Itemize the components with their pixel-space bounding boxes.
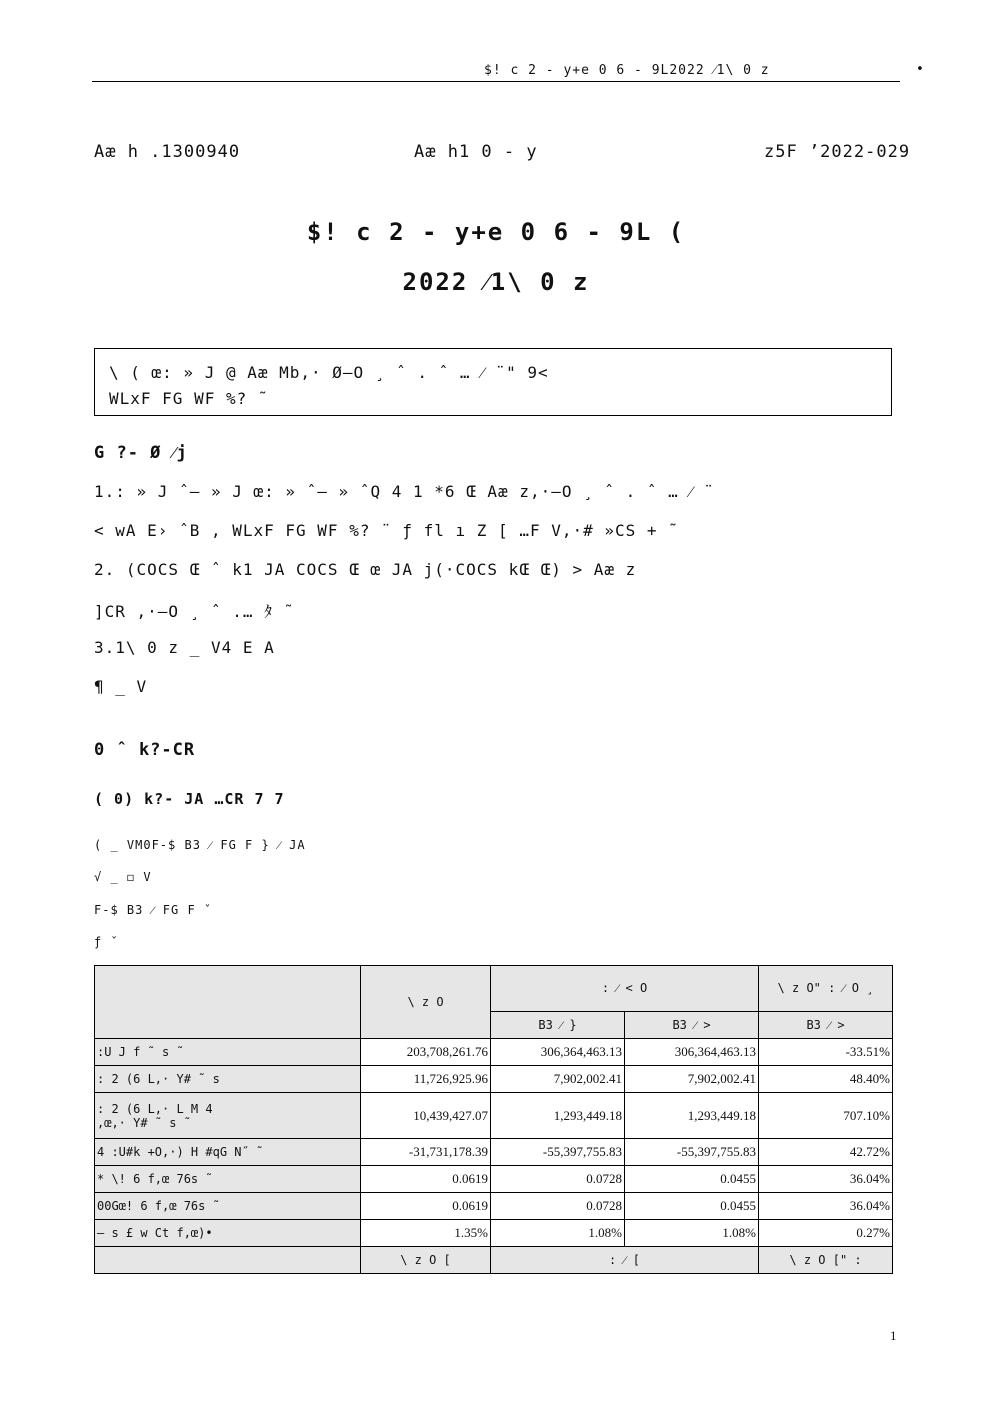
cell-current: 1.35% <box>361 1220 491 1247</box>
cell-current: 10,439,427.07 <box>361 1093 491 1139</box>
cell-yoy: 42.72% <box>759 1139 893 1166</box>
cell-prior-before: -55,397,755.83 <box>491 1139 625 1166</box>
cell-prior-before: 7,902,002.41 <box>491 1066 625 1093</box>
cell-prior-after: 7,902,002.41 <box>625 1066 759 1093</box>
section-heading: G ?- Ø ⁄j <box>94 443 188 463</box>
footer-yoy: \ z O [" : <box>759 1247 893 1274</box>
paragraph-line: 3.1\ 0 z _ V4 E A <box>94 638 275 657</box>
section-heading: 0 ˆ k?-CR <box>94 740 196 760</box>
cell-yoy: 0.27% <box>759 1220 893 1247</box>
footer-prior: : ⁄ [ <box>491 1247 759 1274</box>
running-header: $! c 2 - y+e 0 6 - 9L2022 ⁄1\ 0 z <box>484 63 770 78</box>
cell-prior-before: 306,364,463.13 <box>491 1039 625 1066</box>
cell-yoy: 36.04% <box>759 1193 893 1220</box>
note-line: F-$ B3 ⁄ FG F ˇ <box>94 903 213 917</box>
paragraph-line: ¶ _ V <box>94 677 148 696</box>
row-label: : 2 (6 L,· Y# ˜ s <box>95 1066 361 1093</box>
paragraph-line: 1.: » J ˆ– » J œ: » ˆ– » ˆQ 4 1 *6 Œ Aæ z,·–O ¸ ˆ . ˆ … ⁄ ¨ <box>94 482 715 501</box>
announcement-number: z5F ’2022-029 <box>764 142 911 162</box>
table-header-blank <box>95 966 361 1039</box>
document-title: $! c 2 - y+e 0 6 - 9L ( <box>306 218 686 246</box>
stock-short-name: Aæ h1 0 - y <box>414 142 538 162</box>
financial-data-table <box>94 965 893 1274</box>
table-row <box>95 1066 893 1093</box>
cell-current: -31,731,178.39 <box>361 1139 491 1166</box>
row-label: * \! 6 f,œ 76s ˜ <box>95 1166 361 1193</box>
col-yoy-change: \ z O" : ⁄ O ¸ <box>759 966 893 1012</box>
row-label: – s £ w Ct f,œ)• <box>95 1220 361 1247</box>
col-prior-before: B3 ⁄ } <box>491 1012 625 1039</box>
table-row <box>95 1166 893 1193</box>
cell-yoy: 707.10% <box>759 1093 893 1139</box>
row-label-line: : 2 (6 L,· L M 4 <box>97 1101 213 1116</box>
cell-prior-after: -55,397,755.83 <box>625 1139 759 1166</box>
table-row <box>95 1039 893 1066</box>
col-prior-after: B3 ⁄ > <box>625 1012 759 1039</box>
stock-code: Aæ h .1300940 <box>94 142 241 162</box>
cell-prior-before: 0.0728 <box>491 1166 625 1193</box>
cell-prior-before: 1,293,449.18 <box>491 1093 625 1139</box>
row-label <box>95 1093 361 1139</box>
cell-current: 0.0619 <box>361 1166 491 1193</box>
cell-prior-before: 1.08% <box>491 1220 625 1247</box>
table-row <box>95 1193 893 1220</box>
note-line: √ _ ◻ V <box>94 870 152 884</box>
cell-prior-after: 0.0455 <box>625 1193 759 1220</box>
header-bullet: • <box>916 62 924 77</box>
footer-current: \ z O [ <box>361 1247 491 1274</box>
col-current-period: \ z O <box>361 966 491 1039</box>
page-number: 1 <box>890 1328 897 1343</box>
footer-blank <box>95 1247 361 1274</box>
cell-prior-after: 1,293,449.18 <box>625 1093 759 1139</box>
table-row <box>95 1220 893 1247</box>
header-rule <box>92 81 900 82</box>
paragraph-line: 2. (COCS Œ ˆ k1 JA COCS Œ œ JA j(·COCS kŒ Œ) > Aæ z <box>94 560 637 579</box>
row-label-line: ,œ,· Y# ˜ s ˜ <box>97 1115 191 1130</box>
table-row <box>95 1093 893 1139</box>
cell-prior-after: 1.08% <box>625 1220 759 1247</box>
disclaimer-line: \ ( œ: » J @ Aæ Mb,· Ø–O ¸ ˆ . ˆ … ⁄ ¨" 9< <box>109 363 549 382</box>
disclaimer-line: WLxF FG WF %? ˜ <box>109 389 269 408</box>
paragraph-line: ]CR ,·–O ¸ ˆ .… ﾀ ˜ <box>94 602 295 621</box>
cell-yoy: -33.51% <box>759 1039 893 1066</box>
paragraph-line: < wA E› ˆB , WLxF FG WF %? ¨ ƒ fl ı Z [ …F V,·# »CS + ˜ <box>94 521 679 540</box>
row-label: 4 :U#k +O,·) H #qG N˝ ˜ <box>95 1139 361 1166</box>
row-label: :U J f ˜ s ˜ <box>95 1039 361 1066</box>
note-line: ƒ ˇ <box>94 935 119 949</box>
table-footer-row <box>95 1247 893 1274</box>
disclaimer-box <box>94 348 892 416</box>
cell-current: 11,726,925.96 <box>361 1066 491 1093</box>
cell-prior-after: 306,364,463.13 <box>625 1039 759 1066</box>
col-prior-period-group: : ⁄ < O <box>491 966 759 1012</box>
cell-prior-after: 0.0455 <box>625 1166 759 1193</box>
cell-current: 203,708,261.76 <box>361 1039 491 1066</box>
cell-prior-before: 0.0728 <box>491 1193 625 1220</box>
cell-current: 0.0619 <box>361 1193 491 1220</box>
document-title-line2: 2022 ⁄1\ 0 z <box>402 268 590 296</box>
cell-yoy: 48.40% <box>759 1066 893 1093</box>
table-row <box>95 1139 893 1166</box>
row-label: 00Gœ! 6 f,œ 76s ˜ <box>95 1193 361 1220</box>
note-line: ( _ VM0F-$ B3 ⁄ FG F } ⁄ JA <box>94 838 306 852</box>
col-yoy-after: B3 ⁄ > <box>759 1012 893 1039</box>
sub-heading: ( 0) k?- JA …CR 7 7 <box>94 790 285 808</box>
cell-yoy: 36.04% <box>759 1166 893 1193</box>
